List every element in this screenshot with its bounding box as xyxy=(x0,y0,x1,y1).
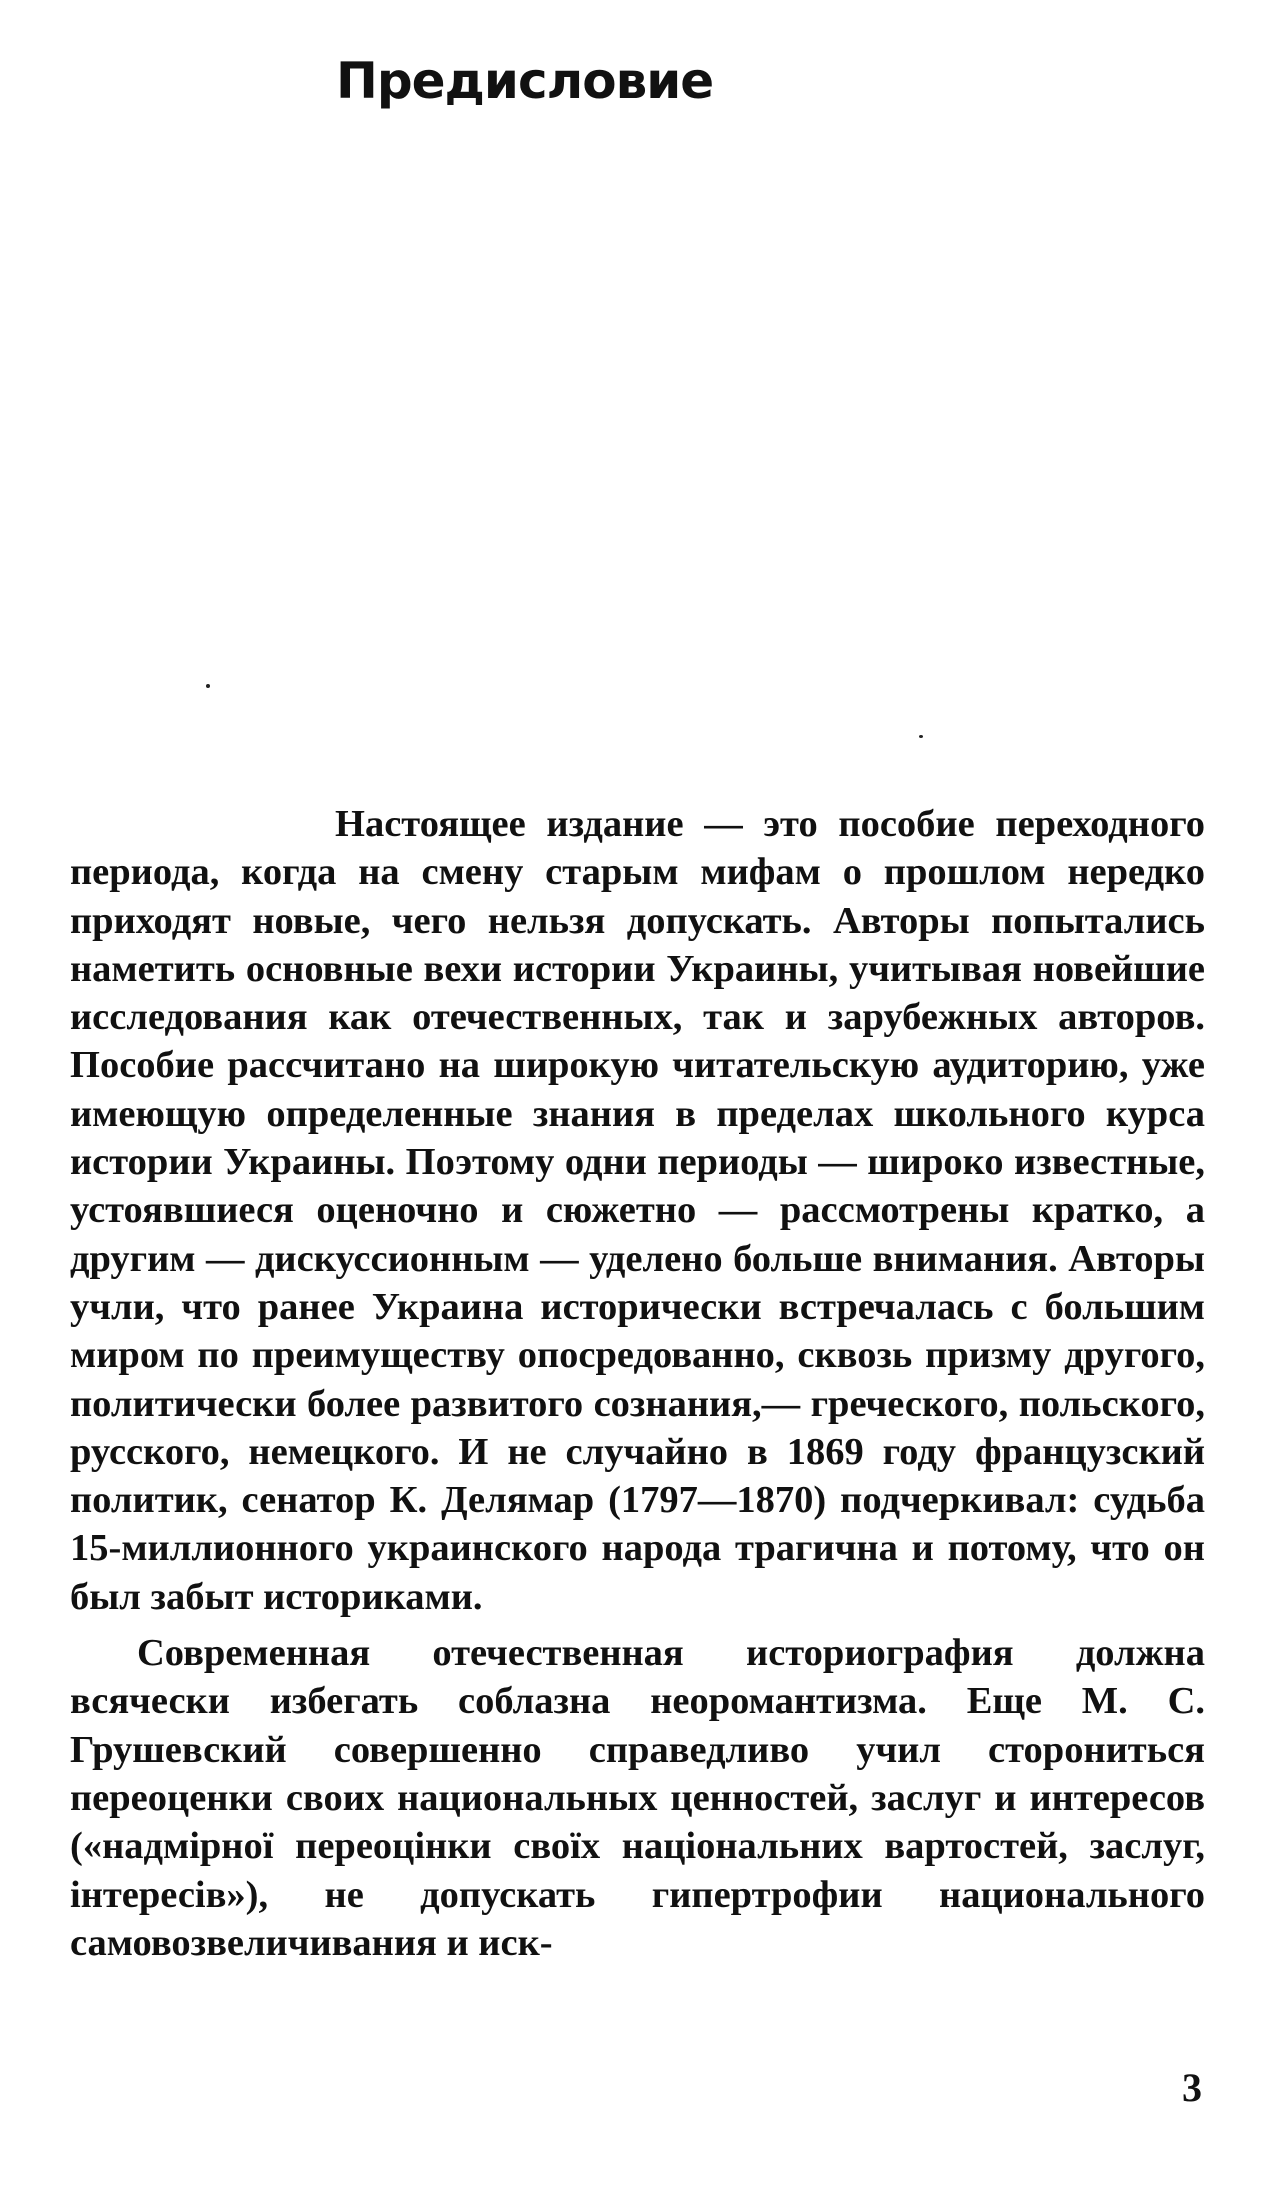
print-speck xyxy=(919,735,923,738)
page-number: 3 xyxy=(1182,2065,1202,2110)
paragraph: Настоящее издание — это пособие переходного периода, когда на смену старым мифам о прошлом нередко приходят новые, чего нельзя допускать. Авторы попытались наметить основные вехи истории Украины, учитывая новейшие исследования как отечественных, так и зарубежных авторов. Пособие рассчитано на широкую читательскую аудиторию, уже имеющую определенные знания в пределах школьного курса истории Украины. Поэтому одни периоды — широко известные, устоявшиеся оценочно и сюжетно — рассмотрены кратко, а другим — дискуссионным — уделено больше внимания. Авторы учли, что ранее Украина исторически встречалась с большим миром по преимуществу опосредованно, сквозь призму другого, политически более развитого сознания,— греческого, польского, русского, немецкого. И не случайно в 1869 году французский политик, сенатор К. Делямар (1797—1870) подчеркивал: судьба 15-миллионного украинского народа трагична и потому, что он был забыт историками. xyxy=(70,803,1205,1618)
paragraph: Современная отечественная историография должна всячески избегать соблазна неоромантизма. Еще М. С. Грушевский совершенно справедливо учил сторониться переоценки своих национальных ценностей, заслуг и интересов («надмірної переоцінки своїх національних вартостей, заслуг, інтересів»), не допускать гипертрофии национального самовозвеличивания и иск- xyxy=(70,1632,1205,1964)
page-heading: Предисловие xyxy=(336,52,714,110)
body-text xyxy=(70,800,1205,1967)
print-speck xyxy=(206,684,210,688)
